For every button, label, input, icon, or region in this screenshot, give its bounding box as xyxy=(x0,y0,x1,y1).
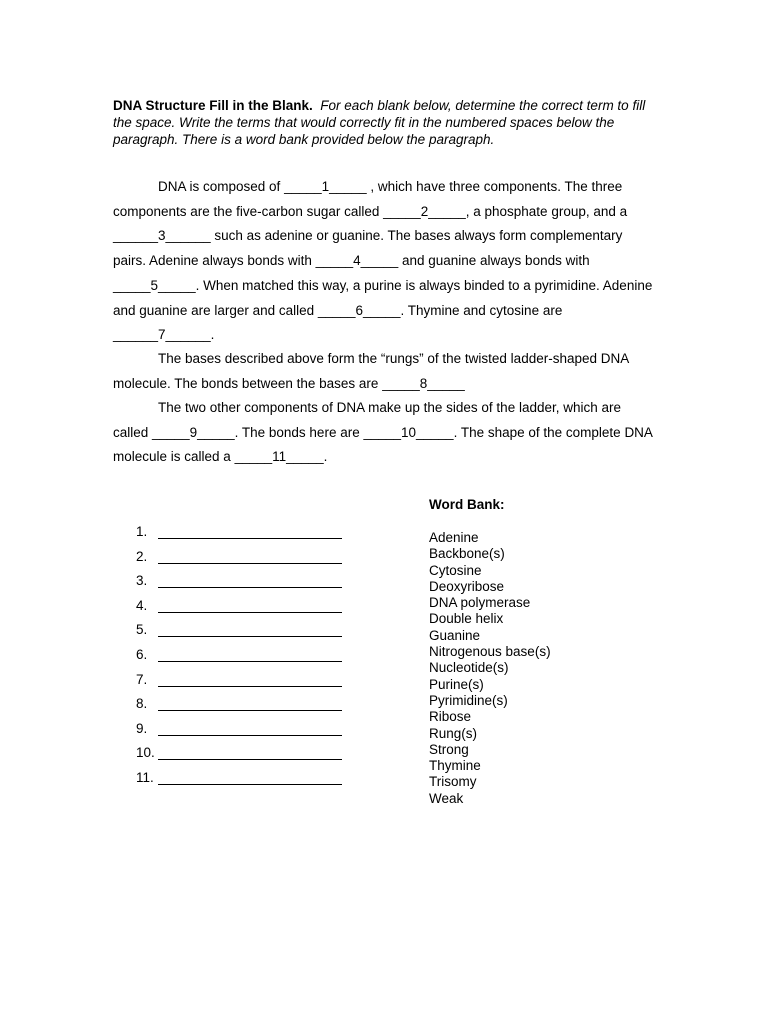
answer-number: 2. xyxy=(136,548,148,564)
answer-row xyxy=(136,569,342,594)
word-bank-item: Pyrimidine(s) xyxy=(429,692,508,708)
word-bank-item: Double helix xyxy=(429,611,504,627)
paragraph-1-text: DNA is composed of xyxy=(158,179,285,194)
answer-line[interactable] xyxy=(158,549,342,564)
answer-row xyxy=(136,545,342,570)
answer-number: 9. xyxy=(136,720,148,736)
blank-8: _____8_____ xyxy=(382,375,465,391)
answer-number: 5. xyxy=(136,622,148,638)
answer-line[interactable] xyxy=(158,524,342,539)
word-bank-item: Guanine xyxy=(429,627,481,643)
word-bank-item: Trisomy xyxy=(429,774,477,790)
paragraph-1-text: . When matched this way, a purine is always binded to a pyrimidine. Adenine and guanine are larger and called xyxy=(113,277,653,318)
blank-5: _____5_____ xyxy=(113,277,196,293)
word-bank-item: Deoxyribose xyxy=(429,578,505,594)
word-bank-title: Word Bank: xyxy=(429,497,505,512)
answer-line[interactable] xyxy=(158,696,342,711)
blank-10: _____10_____ xyxy=(363,424,454,440)
paragraph-3-text: The two other components of DNA make up the sides of the ladder, which are called xyxy=(113,400,622,440)
word-bank-item: DNA polymerase xyxy=(429,595,531,611)
worksheet-instructions: For each blank below, determine the correct term to fill the space. Write the terms that would correctly fit in the numbered spaces below the paragraph. There is a word bank provided below the paragraph. xyxy=(113,98,646,147)
answer-row xyxy=(136,594,342,619)
answer-row xyxy=(136,668,342,693)
answer-row xyxy=(136,692,342,717)
answer-number: 1. xyxy=(136,524,148,539)
word-bank-item: Rung(s) xyxy=(429,725,478,741)
word-bank-item: Thymine xyxy=(429,758,481,774)
word-bank-item: Strong xyxy=(429,741,469,757)
paragraph-3 xyxy=(113,396,658,470)
answer-row xyxy=(136,618,342,643)
word-bank-item: Backbone(s) xyxy=(429,546,505,562)
blank-2: _____2_____ xyxy=(383,203,466,219)
answer-line[interactable] xyxy=(158,721,342,736)
word-bank-item: Cytosine xyxy=(429,562,482,578)
paragraph-3-text: . The bonds here are xyxy=(234,424,364,440)
answer-line[interactable] xyxy=(158,573,342,588)
blank-6: _____6_____ xyxy=(317,302,401,318)
paragraph-3-text: . xyxy=(323,449,328,465)
answer-line[interactable] xyxy=(158,770,342,785)
answer-line[interactable] xyxy=(158,647,342,662)
answer-line[interactable] xyxy=(158,598,342,613)
answer-row xyxy=(136,717,342,742)
word-bank-list xyxy=(429,530,551,807)
word-bank-item: Purine(s) xyxy=(429,676,484,692)
word-bank-item: Nucleotide(s) xyxy=(429,660,509,676)
paragraph-1-text: such as adenine or guanine. The bases always form complementary pairs. Adenine always bonds with xyxy=(113,228,623,269)
blank-3: ______3______ xyxy=(113,228,211,244)
answer-number: 4. xyxy=(136,597,148,613)
answer-number: 3. xyxy=(136,573,148,589)
blank-4: _____4_____ xyxy=(315,253,399,269)
answer-number: 7. xyxy=(136,671,148,687)
answer-row xyxy=(136,643,342,668)
answer-list xyxy=(136,520,342,791)
blank-11: _____11_____ xyxy=(234,449,324,465)
answer-row xyxy=(136,766,342,791)
answer-number: 10. xyxy=(136,745,155,761)
paragraph-1-text: , which have three components. The three components are the five-carbon sugar called xyxy=(113,179,623,219)
answer-row xyxy=(136,520,342,545)
blank-1: _____1_____ xyxy=(284,179,367,194)
word-bank-item: Nitrogenous base(s) xyxy=(429,644,551,660)
word-bank-item: Weak xyxy=(429,790,464,806)
paragraph-1 xyxy=(113,175,658,348)
worksheet-heading xyxy=(113,97,658,148)
paragraph-2 xyxy=(113,347,658,396)
answer-line[interactable] xyxy=(158,622,342,637)
paragraph-1-text: , a phosphate group, and a xyxy=(465,203,628,219)
answer-line[interactable] xyxy=(158,745,342,760)
answer-row xyxy=(136,741,342,766)
blank-9: _____9_____ xyxy=(152,424,235,440)
paragraph-2-text: The bases described above form the “rungs” of the twisted ladder-shaped DNA molecule. The bonds between the bases are xyxy=(113,351,629,391)
answer-number: 11. xyxy=(136,769,154,785)
paragraph-1-text: . Thymine and cytosine are xyxy=(400,302,563,318)
paragraph-1-text: . xyxy=(210,327,215,343)
answer-number: 8. xyxy=(136,696,148,712)
worksheet-title: DNA Structure Fill in the Blank. xyxy=(113,98,313,113)
paragraph-3-text: . The shape of the complete DNA molecule is called a xyxy=(113,424,653,465)
answer-number: 6. xyxy=(136,646,148,662)
word-bank-item: Adenine xyxy=(429,530,479,545)
blank-7: ______7______ xyxy=(113,327,211,343)
word-bank-item: Ribose xyxy=(429,709,472,725)
paragraph-1-text: and guanine always bonds with xyxy=(398,253,590,269)
answer-line[interactable] xyxy=(158,672,342,687)
